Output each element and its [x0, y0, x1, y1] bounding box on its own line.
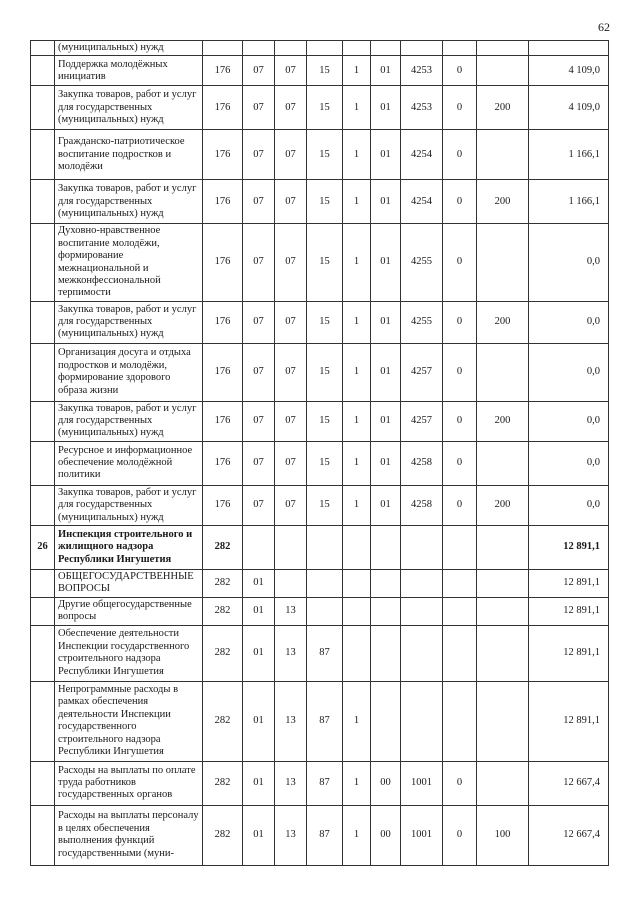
target-code-part4-cell: 4257	[401, 343, 443, 401]
target-code-part3-cell	[371, 625, 401, 681]
target-code-part3-cell: 01	[371, 301, 401, 343]
amount-cell: 0,0	[529, 441, 609, 485]
subsection-code-cell: 07	[275, 485, 307, 525]
expense-type-cell: 100	[477, 805, 529, 865]
amount-cell: 12 667,4	[529, 805, 609, 865]
section-code-cell: 07	[243, 441, 275, 485]
section-code-cell: 07	[243, 401, 275, 441]
subsection-code-cell: 07	[275, 224, 307, 301]
section-code-cell: 01	[243, 805, 275, 865]
subsection-code-cell: 13	[275, 761, 307, 805]
target-code-part4-cell: 4253	[401, 56, 443, 86]
amount-cell: 1 166,1	[529, 180, 609, 224]
target-code-part4-cell: 1001	[401, 805, 443, 865]
table-row	[31, 86, 609, 130]
amount-cell	[529, 41, 609, 56]
target-code-part2-cell: 1	[343, 180, 371, 224]
target-code-part4-cell: 1001	[401, 761, 443, 805]
amount-cell: 0,0	[529, 343, 609, 401]
target-code-part3-cell	[371, 41, 401, 56]
item-name-cell: Расходы на выплаты по оплате труда работников государственных органов	[55, 761, 203, 805]
table-row	[31, 56, 609, 86]
target-code-part2-cell: 1	[343, 130, 371, 180]
target-code-part3-cell: 01	[371, 86, 401, 130]
target-code-part5-cell	[443, 625, 477, 681]
target-code-part1-cell: 15	[307, 401, 343, 441]
amount-cell: 12 891,1	[529, 597, 609, 625]
target-code-part3-cell: 01	[371, 56, 401, 86]
target-code-part3-cell	[371, 525, 401, 569]
target-code-part2-cell: 1	[343, 681, 371, 761]
target-code-part1-cell: 15	[307, 180, 343, 224]
section-code-cell: 01	[243, 681, 275, 761]
amount-cell: 12 891,1	[529, 625, 609, 681]
item-name-cell: ОБЩЕГОСУДАРСТВЕННЫЕ ВОПРОСЫ	[55, 569, 203, 597]
target-code-part2-cell: 1	[343, 224, 371, 301]
table-row	[31, 569, 609, 597]
target-code-part4-cell	[401, 569, 443, 597]
admin-code-cell: 176	[203, 130, 243, 180]
admin-code-cell: 176	[203, 224, 243, 301]
target-code-part5-cell: 0	[443, 56, 477, 86]
target-code-part2-cell: 1	[343, 485, 371, 525]
target-code-part2-cell	[343, 569, 371, 597]
target-code-part5-cell: 0	[443, 441, 477, 485]
subsection-code-cell	[275, 41, 307, 56]
row-number-cell	[31, 56, 55, 86]
row-number-cell	[31, 301, 55, 343]
target-code-part1-cell: 87	[307, 761, 343, 805]
row-number-cell	[31, 569, 55, 597]
section-code-cell: 07	[243, 180, 275, 224]
target-code-part1-cell: 15	[307, 56, 343, 86]
target-code-part2-cell: 1	[343, 761, 371, 805]
target-code-part4-cell: 4254	[401, 180, 443, 224]
target-code-part3-cell: 00	[371, 761, 401, 805]
table-row	[31, 224, 609, 301]
amount-cell: 12 891,1	[529, 681, 609, 761]
target-code-part5-cell: 0	[443, 805, 477, 865]
expense-type-cell	[477, 56, 529, 86]
item-name-cell: Закупка товаров, работ и услуг для государственных (муниципальных) нужд	[55, 301, 203, 343]
target-code-part1-cell	[307, 569, 343, 597]
section-code-cell	[243, 525, 275, 569]
target-code-part3-cell: 00	[371, 805, 401, 865]
admin-code-cell: 176	[203, 485, 243, 525]
expense-type-cell: 200	[477, 86, 529, 130]
admin-code-cell: 176	[203, 180, 243, 224]
target-code-part1-cell: 87	[307, 625, 343, 681]
target-code-part2-cell	[343, 41, 371, 56]
table-row	[31, 681, 609, 761]
amount-cell: 1 166,1	[529, 130, 609, 180]
row-number-cell	[31, 681, 55, 761]
subsection-code-cell: 07	[275, 301, 307, 343]
row-number-cell	[31, 41, 55, 56]
item-name-cell: Непрограммные расходы в рамках обеспечения деятельности Инспекции государственного строительного надзора Республики Ингушетия	[55, 681, 203, 761]
subsection-code-cell: 07	[275, 441, 307, 485]
table-row	[31, 343, 609, 401]
subsection-code-cell: 07	[275, 401, 307, 441]
target-code-part4-cell: 4254	[401, 130, 443, 180]
target-code-part5-cell	[443, 525, 477, 569]
admin-code-cell	[203, 41, 243, 56]
amount-cell: 4 109,0	[529, 86, 609, 130]
row-number-cell	[31, 805, 55, 865]
target-code-part5-cell	[443, 569, 477, 597]
target-code-part5-cell	[443, 41, 477, 56]
target-code-part1-cell	[307, 525, 343, 569]
row-number-cell: 26	[31, 525, 55, 569]
subsection-code-cell: 07	[275, 130, 307, 180]
target-code-part4-cell	[401, 681, 443, 761]
target-code-part3-cell	[371, 681, 401, 761]
subsection-code-cell: 13	[275, 805, 307, 865]
item-name-cell: Закупка товаров, работ и услуг для государственных (муниципальных) нужд	[55, 401, 203, 441]
admin-code-cell: 176	[203, 56, 243, 86]
expense-type-cell	[477, 761, 529, 805]
target-code-part3-cell: 01	[371, 485, 401, 525]
target-code-part5-cell	[443, 597, 477, 625]
expense-type-cell: 200	[477, 301, 529, 343]
amount-cell: 12 891,1	[529, 569, 609, 597]
expense-type-cell	[477, 343, 529, 401]
target-code-part2-cell: 1	[343, 401, 371, 441]
target-code-part5-cell: 0	[443, 761, 477, 805]
amount-cell: 0,0	[529, 401, 609, 441]
target-code-part3-cell	[371, 597, 401, 625]
expense-type-cell	[477, 41, 529, 56]
target-code-part2-cell	[343, 597, 371, 625]
expense-type-cell	[477, 625, 529, 681]
target-code-part4-cell: 4258	[401, 441, 443, 485]
amount-cell: 12 891,1	[529, 525, 609, 569]
admin-code-cell: 282	[203, 597, 243, 625]
expense-type-cell: 200	[477, 485, 529, 525]
admin-code-cell: 282	[203, 805, 243, 865]
target-code-part4-cell: 4255	[401, 224, 443, 301]
budget-table	[30, 40, 609, 866]
section-code-cell: 01	[243, 625, 275, 681]
expense-type-cell	[477, 441, 529, 485]
target-code-part5-cell: 0	[443, 86, 477, 130]
section-code-cell: 01	[243, 569, 275, 597]
section-code-cell: 01	[243, 761, 275, 805]
target-code-part2-cell	[343, 625, 371, 681]
table-row	[31, 180, 609, 224]
target-code-part2-cell: 1	[343, 86, 371, 130]
target-code-part4-cell: 4258	[401, 485, 443, 525]
target-code-part1-cell: 15	[307, 343, 343, 401]
target-code-part2-cell: 1	[343, 805, 371, 865]
row-number-cell	[31, 625, 55, 681]
expense-type-cell	[477, 681, 529, 761]
row-number-cell	[31, 130, 55, 180]
section-code-cell: 07	[243, 224, 275, 301]
item-name-cell: Гражданско-патриотическое воспитание подростков и молодёжи	[55, 130, 203, 180]
item-name-cell: Другие общегосударственные вопросы	[55, 597, 203, 625]
subsection-code-cell	[275, 525, 307, 569]
row-number-cell	[31, 485, 55, 525]
target-code-part5-cell	[443, 681, 477, 761]
target-code-part3-cell: 01	[371, 130, 401, 180]
admin-code-cell: 282	[203, 625, 243, 681]
expense-type-cell	[477, 525, 529, 569]
target-code-part4-cell: 4255	[401, 301, 443, 343]
item-name-cell: Обеспечение деятельности Инспекции государственного строительного надзора Республики Ингушетия	[55, 625, 203, 681]
item-name-cell: Закупка товаров, работ и услуг для государственных (муниципальных) нужд	[55, 86, 203, 130]
item-name-cell: Ресурсное и информационное обеспечение молодёжной политики	[55, 441, 203, 485]
item-name-cell: Поддержка молодёжных инициатив	[55, 56, 203, 86]
target-code-part4-cell	[401, 625, 443, 681]
target-code-part5-cell: 0	[443, 343, 477, 401]
target-code-part1-cell: 87	[307, 681, 343, 761]
item-name-cell: Расходы на выплаты персоналу в целях обеспечения выполнения функций государственными (муни-	[55, 805, 203, 865]
admin-code-cell: 282	[203, 761, 243, 805]
target-code-part2-cell	[343, 525, 371, 569]
subsection-code-cell: 13	[275, 681, 307, 761]
target-code-part1-cell	[307, 41, 343, 56]
target-code-part2-cell: 1	[343, 301, 371, 343]
target-code-part2-cell: 1	[343, 56, 371, 86]
expense-type-cell	[477, 597, 529, 625]
target-code-part4-cell: 4257	[401, 401, 443, 441]
row-number-cell	[31, 180, 55, 224]
page-number: 62	[598, 20, 610, 34]
admin-code-cell: 176	[203, 86, 243, 130]
row-number-cell	[31, 86, 55, 130]
target-code-part5-cell: 0	[443, 130, 477, 180]
table-row	[31, 625, 609, 681]
target-code-part4-cell	[401, 597, 443, 625]
subsection-code-cell: 07	[275, 180, 307, 224]
expense-type-cell: 200	[477, 401, 529, 441]
admin-code-cell: 176	[203, 401, 243, 441]
table-body	[31, 41, 609, 866]
target-code-part4-cell: 4253	[401, 86, 443, 130]
amount-cell: 0,0	[529, 301, 609, 343]
target-code-part1-cell: 15	[307, 86, 343, 130]
expense-type-cell: 200	[477, 180, 529, 224]
admin-code-cell: 176	[203, 441, 243, 485]
target-code-part3-cell	[371, 569, 401, 597]
section-code-cell: 07	[243, 86, 275, 130]
target-code-part1-cell: 15	[307, 301, 343, 343]
target-code-part2-cell: 1	[343, 441, 371, 485]
target-code-part3-cell: 01	[371, 224, 401, 301]
amount-cell: 0,0	[529, 485, 609, 525]
section-code-cell: 01	[243, 597, 275, 625]
subsection-code-cell: 13	[275, 625, 307, 681]
expense-type-cell	[477, 130, 529, 180]
target-code-part1-cell: 15	[307, 441, 343, 485]
admin-code-cell: 176	[203, 343, 243, 401]
target-code-part1-cell: 15	[307, 224, 343, 301]
table-row	[31, 485, 609, 525]
target-code-part5-cell: 0	[443, 485, 477, 525]
expense-type-cell	[477, 224, 529, 301]
target-code-part1-cell: 87	[307, 805, 343, 865]
target-code-part4-cell	[401, 525, 443, 569]
target-code-part2-cell: 1	[343, 343, 371, 401]
section-code-cell: 07	[243, 56, 275, 86]
admin-code-cell: 282	[203, 525, 243, 569]
section-code-cell	[243, 41, 275, 56]
item-name-cell: Духовно-нравственное воспитание молодёжи, формирование межнациональной и межконфессиональной терпимости	[55, 224, 203, 301]
target-code-part3-cell: 01	[371, 441, 401, 485]
target-code-part1-cell: 15	[307, 485, 343, 525]
amount-cell: 12 667,4	[529, 761, 609, 805]
target-code-part1-cell: 15	[307, 130, 343, 180]
section-code-cell: 07	[243, 485, 275, 525]
target-code-part3-cell: 01	[371, 401, 401, 441]
subsection-code-cell: 13	[275, 597, 307, 625]
row-number-cell	[31, 343, 55, 401]
row-number-cell	[31, 761, 55, 805]
target-code-part5-cell: 0	[443, 401, 477, 441]
target-code-part5-cell: 0	[443, 301, 477, 343]
admin-code-cell: 282	[203, 681, 243, 761]
table-row	[31, 301, 609, 343]
item-name-cell: Организация досуга и отдыха подростков и молодёжи, формирование здорового образа жизни	[55, 343, 203, 401]
row-number-cell	[31, 597, 55, 625]
amount-cell: 0,0	[529, 224, 609, 301]
admin-code-cell: 282	[203, 569, 243, 597]
item-name-cell: Закупка товаров, работ и услуг для государственных (муниципальных) нужд	[55, 485, 203, 525]
target-code-part4-cell	[401, 41, 443, 56]
table-row	[31, 805, 609, 865]
target-code-part3-cell: 01	[371, 343, 401, 401]
item-name-cell: (муниципальных) нужд	[55, 41, 203, 56]
section-code-cell: 07	[243, 130, 275, 180]
item-name-cell: Инспекция строительного и жилищного надзора Республики Ингушетия	[55, 525, 203, 569]
target-code-part5-cell: 0	[443, 224, 477, 301]
subsection-code-cell: 07	[275, 56, 307, 86]
table-row	[31, 597, 609, 625]
table-row	[31, 130, 609, 180]
table-row	[31, 525, 609, 569]
section-code-cell: 07	[243, 301, 275, 343]
table-row	[31, 441, 609, 485]
admin-code-cell: 176	[203, 301, 243, 343]
subsection-code-cell: 07	[275, 343, 307, 401]
subsection-code-cell: 07	[275, 86, 307, 130]
amount-cell: 4 109,0	[529, 56, 609, 86]
table-row	[31, 41, 609, 56]
item-name-cell: Закупка товаров, работ и услуг для государственных (муниципальных) нужд	[55, 180, 203, 224]
row-number-cell	[31, 441, 55, 485]
target-code-part5-cell: 0	[443, 180, 477, 224]
subsection-code-cell	[275, 569, 307, 597]
target-code-part3-cell: 01	[371, 180, 401, 224]
section-code-cell: 07	[243, 343, 275, 401]
target-code-part1-cell	[307, 597, 343, 625]
table-row	[31, 401, 609, 441]
table-row	[31, 761, 609, 805]
row-number-cell	[31, 224, 55, 301]
expense-type-cell	[477, 569, 529, 597]
row-number-cell	[31, 401, 55, 441]
